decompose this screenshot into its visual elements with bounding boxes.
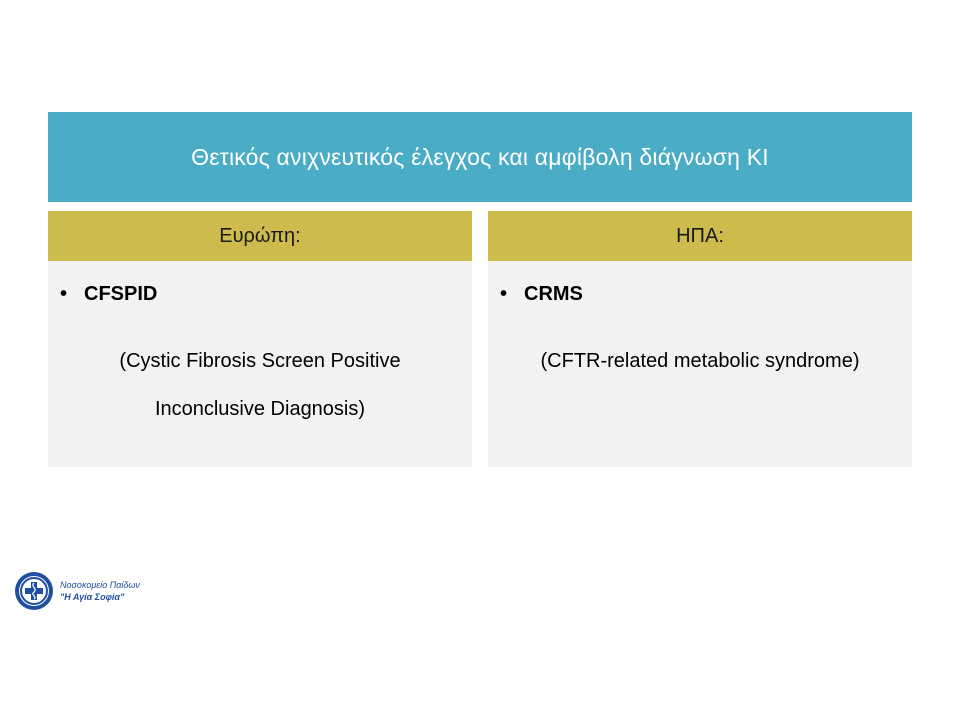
hospital-logo-icon: [14, 571, 54, 611]
crms-definition: [488, 337, 912, 385]
bullet-icon: •: [500, 283, 508, 305]
bullet-icon: •: [60, 283, 68, 305]
slide-title-text: Θετικός ανιχνευτικός έλεγχος και αμφίβολη διάγνωση ΚΙ: [191, 143, 769, 170]
crms-definition-line1: (CFTR-related metabolic syndrome): [540, 350, 860, 372]
bullet-item-crms: [500, 283, 583, 306]
column-header-usa-text: ΗΠΑ:: [676, 224, 724, 247]
column-header-usa: [488, 211, 912, 261]
hospital-name: [60, 579, 140, 603]
column-body-usa: [488, 261, 912, 467]
column-body-europe: [48, 261, 472, 467]
cfspid-definition-line1: (Cystic Fibrosis Screen Positive: [119, 350, 401, 372]
bullet-item-cfspid: [60, 283, 157, 306]
cfspid-definition: [48, 337, 472, 433]
column-header-europe-text: Ευρώπη:: [219, 224, 301, 247]
column-header-europe: [48, 211, 472, 261]
hospital-name-line2: "Η Αγία Σοφία": [60, 592, 125, 602]
slide-title: [48, 112, 912, 202]
hospital-name-line1: Νοσοκομείο Παίδων: [60, 580, 140, 590]
cfspid-definition-line2: Inconclusive Diagnosis): [154, 398, 366, 420]
bullet-text-crms: CRMS: [524, 283, 583, 305]
bullet-text-cfspid: CFSPID: [84, 283, 158, 305]
